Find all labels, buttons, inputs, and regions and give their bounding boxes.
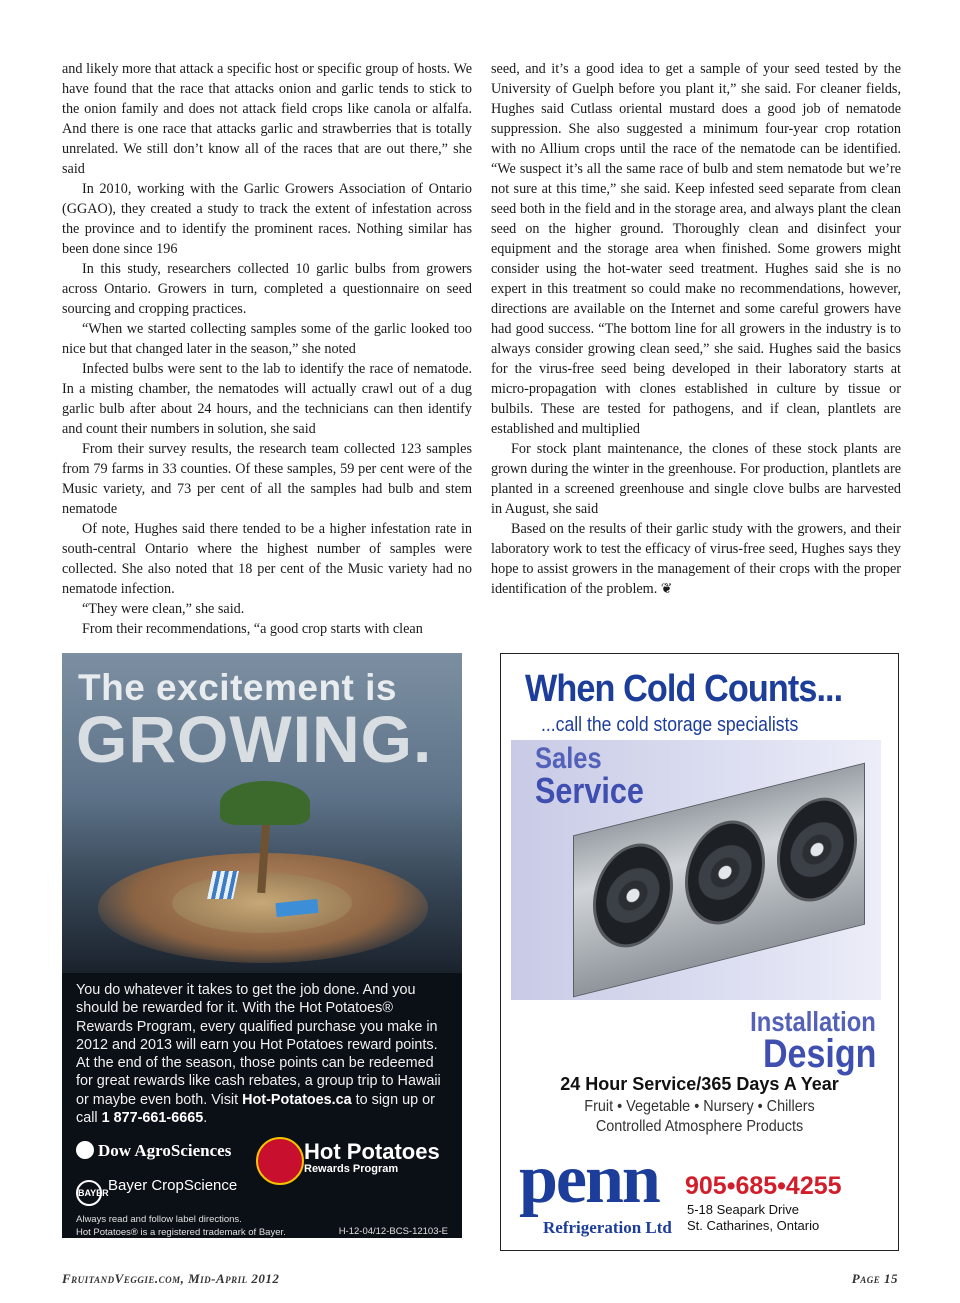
ad-logos bbox=[76, 1137, 452, 1207]
ad-headline: The excitement is bbox=[78, 667, 398, 708]
ad-body-intro: You do whatever it takes to get the job done. And you should be rewarded for it. With the Hot Potatoes® Rewards Program, every qualified purchase you make in 2012 and 2013 will earn you Hot Potatoes reward points. At the end of the season, those points can be redeemed for great rewards like cash rebates, a group trip to Hawaii or maybe even both. Visit bbox=[76, 982, 441, 1108]
paragraph: “They were clean,” she said. bbox=[82, 601, 245, 617]
hot-potatoes-badge-icon bbox=[256, 1137, 304, 1185]
paragraph: Of note, Hughes said there tended to be a higher infestation rate in south-central Ontario where the highest number of samples were collected. She also noted that 18 per cent of the Music variety had no nematode infection. bbox=[62, 521, 472, 597]
article-column-left bbox=[62, 59, 472, 639]
dow-logo-text: Dow AgroSciences bbox=[98, 1141, 232, 1160]
page-footer-publication: FruitandVeggie.com, Mid-April 2012 bbox=[62, 1271, 280, 1286]
ad-product-line: Controlled Atmosphere Products bbox=[595, 1118, 804, 1135]
ad-subheadline: ...call the cold storage specialists bbox=[541, 714, 799, 736]
paragraph: “When we started collecting samples some of the garlic looked too nice but that changed later in the season,” she noted bbox=[62, 321, 472, 357]
paragraph: Infected bulbs were sent to the lab to identify the race of nematode. In a misting chamber, the nematodes will actually crawl out of a dug garlic bulb after about 24 hours, and the technicians can then identify and count their numbers in solution, she said bbox=[62, 361, 472, 437]
penn-refrigeration-advertisement bbox=[500, 653, 899, 1251]
ad-address-line: St. Catharines, Ontario bbox=[687, 1218, 820, 1233]
paragraph: In 2010, working with the Garlic Growers Association of Ontario (GGAO), they created a study to track the extent of infestation across the province and to identify the prominent races. Nothing similar has been done since 196 bbox=[62, 181, 472, 257]
paragraph: From their survey results, the research team collected 123 samples from 79 farms in 33 counties. Of these samples, 59 per cent were of the Music variety, and 73 per cent of all the samples had bulb and stem nematode bbox=[62, 441, 472, 517]
ad-phone: 1 877-661-6665 bbox=[101, 1110, 204, 1127]
hot-potatoes-advertisement bbox=[62, 653, 462, 1238]
paragraph: For stock plant maintenance, the clones of these stock plants are grown during the winter in the greenhouse. For production, plantlets are planted in a screened greenhouse and single clove bulbs are harvested in August, she said bbox=[491, 441, 901, 517]
paragraph: seed, and it’s a good idea to get a sample of your seed tested by the University of Guelph before you plant it,” she said. For cleaner fields, Hughes said Cutlass oriental mustard does a good job of nematode suppression. She also suggested a minimum four-year crop rotation with no Allium crops until the race of the nematode can be identified. “We suspect it’s all the same race of bulb and stem nematode but we’re not sure at this time,” she said. Keep infested seed separate from clean seed both in the field and in the storage area, and always plant the clean seed on the higher ground. Thoroughly clean and disinfect your equipment and the storage area when finished. Some growers might consider using the hot-water seed treatment. Hughes said she is no expert in this treatment so could make no recommendations, however, directions are available on the Internet and some careful growers have had good success. “The bottom line for all growers in the industry is to always consider growing clean seed,” she said. Hughes said the basics for the virus-free seed being developed in their laboratory starts at micro-propagation with clones established in culture by tissue or bulbils. These are tested for pathogens, and if clean, plantlets are established and multiplied bbox=[491, 61, 901, 437]
bayer-logo-text: Bayer CropScience bbox=[108, 1177, 238, 1194]
hot-potatoes-logo-subtitle: Rewards Program bbox=[304, 1163, 399, 1175]
ad-headline-large: GROWING. bbox=[76, 702, 433, 776]
ad-address-line: 5-18 Seapark Drive bbox=[687, 1202, 799, 1217]
fine-print-line: Hot Potatoes® is a registered trademark of Bayer. bbox=[76, 1227, 286, 1238]
hot-potatoes-logo-title: Hot Potatoes bbox=[304, 1139, 440, 1164]
ad-phone: 905•685•4255 bbox=[685, 1172, 842, 1200]
paragraph: and likely more that attack a specific host or specific group of hosts. We have found that the race that attacks onion and garlic tends to stick to the onion family and does not attack field crops like canola or alfalfa. And there is one race that attacks garlic and strawberries that is totally unrelated. We still don’t know all of the races that are out there,” she said bbox=[62, 61, 472, 177]
dow-agrosciences-logo bbox=[76, 1141, 231, 1161]
palm-leaves-image bbox=[220, 781, 310, 825]
bayer-cropscience-logo bbox=[76, 1177, 237, 1206]
ad-service-label: Service bbox=[535, 770, 644, 811]
ad-body-end: . bbox=[203, 1110, 208, 1127]
ad-installation-label: Installation bbox=[750, 1006, 876, 1037]
ad-hours: 24 Hour Service/365 Days A Year bbox=[560, 1074, 839, 1094]
ad-body-text bbox=[76, 981, 452, 1127]
ad-headline: When Cold Counts... bbox=[525, 668, 843, 710]
penn-logo-subtitle: Refrigeration Ltd bbox=[543, 1218, 672, 1237]
dow-diamond-icon bbox=[76, 1141, 94, 1159]
article-column-right bbox=[491, 59, 901, 599]
penn-logo: penn bbox=[519, 1141, 659, 1218]
fine-print-line: Always read and follow label directions. bbox=[76, 1214, 242, 1225]
paragraph: From their recommendations, “a good crop starts with clean bbox=[82, 621, 423, 637]
paragraph: In this study, researchers collected 10 garlic bulbs from growers across Ontario. Growers in turn, completed a questionnaire on seed sourcing and cropping practices. bbox=[62, 261, 472, 317]
bayer-cross-icon: BAYER bbox=[76, 1180, 102, 1206]
ad-design-label: Design bbox=[762, 1032, 876, 1076]
page-number: Page 15 bbox=[851, 1271, 898, 1286]
ad-product-line: Fruit • Vegetable • Nursery • Chillers bbox=[584, 1098, 815, 1115]
paragraph: Based on the results of their garlic study with the growers, and their laboratory work to test the efficacy of virus-free seed, Hughes says they hope to assist growers in the management of their crops with the proper identification of the problem. ❦ bbox=[491, 521, 901, 597]
ad-body-mid: to sign up or call bbox=[76, 1091, 435, 1127]
ad-code: H-12-04/12-BCS-12103-E bbox=[338, 1226, 448, 1237]
ad-sales-label: Sales bbox=[535, 742, 602, 775]
ad-website: Hot-Potatoes.ca bbox=[242, 1091, 352, 1108]
